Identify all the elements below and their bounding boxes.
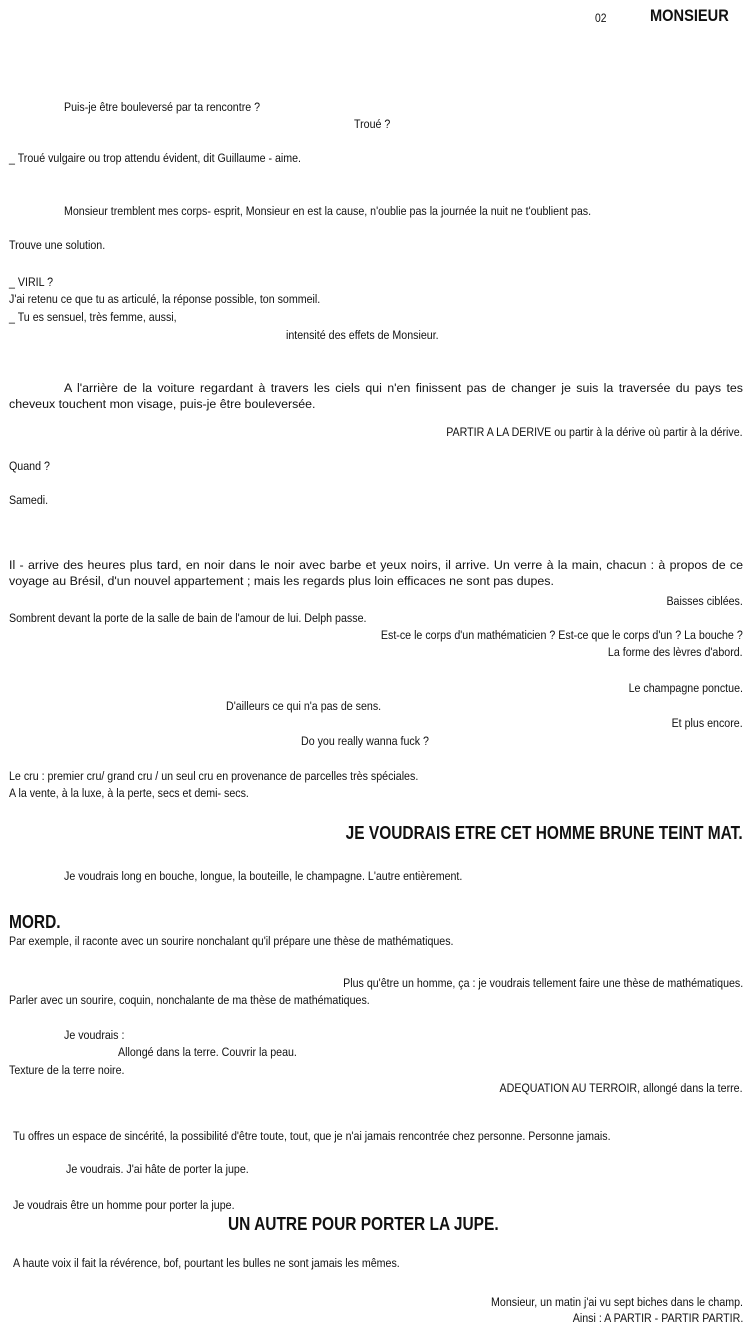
text-line: A haute voix il fait la révérence, bof, pourtant les bulles ne sont jamais les mêmes. (13, 1256, 400, 1270)
text-line: La forme des lèvres d'abord. (608, 645, 743, 659)
text-line: _ Troué vulgaire ou trop attendu évident, dit Guillaume - aime. (9, 151, 302, 165)
text-line: Je voudrais : (64, 1028, 125, 1042)
text-line: Baisses ciblées. (666, 594, 743, 608)
text-line: J'ai retenu ce que tu as articulé, la réponse possible, ton sommeil. (9, 292, 321, 306)
text-line: Parler avec un sourire, coquin, nonchalante de ma thèse de mathématiques. (9, 993, 370, 1007)
text-line: Est-ce le corps d'un mathématicien ? Est-ce que le corps d'un ? La bouche ? (381, 628, 743, 642)
text-line: Puis-je être bouleversé par ta rencontre ? (64, 100, 261, 114)
text-line: D'ailleurs ce qui n'a pas de sens. (226, 699, 382, 713)
text-line: _ Tu es sensuel, très femme, aussi, (9, 310, 177, 324)
heading: JE VOUDRAIS ETRE CET HOMME BRUNE TEINT MAT. (345, 823, 743, 843)
text-line: Tu offres un espace de sincérité, la possibilité d'être toute, tout, que je n'ai jamais rencontrée chez personne. Personne jamais. (13, 1129, 611, 1143)
text-line: Le champagne ponctue. (628, 681, 743, 695)
text-line: PARTIR A LA DERIVE ou partir à la dérive où partir à la dérive. (446, 425, 743, 439)
text-line: intensité des effets de Monsieur. (286, 328, 439, 342)
text-line: Par exemple, il raconte avec un sourire nonchalant qu'il prépare une thèse de mathématiques. (9, 934, 454, 948)
text-line: Plus qu'être un homme, ça : je voudrais tellement faire une thèse de mathématiques. (342, 976, 743, 990)
text-line: Trouve une solution. (9, 238, 106, 252)
text-line: A la vente, à la luxe, à la perte, secs et demi- secs. (9, 786, 249, 800)
text-line: Monsieur, un matin j'ai vu sept biches dans le champ. (491, 1295, 743, 1309)
text-line: Je voudrais long en bouche, longue, la bouteille, le champagne. L'autre entièrement. (64, 869, 463, 883)
text-line: Samedi. (9, 493, 49, 507)
text-line: Ainsi : A PARTIR - PARTIR PARTIR. (572, 1311, 743, 1325)
text-line: Troué ? (354, 117, 391, 131)
text-line: ADEQUATION AU TERROIR, allongé dans la terre. (499, 1081, 743, 1095)
text-line: Monsieur tremblent mes corps- esprit, Monsieur en est la cause, n'oublie pas la journée la nuit ne t'oublient pas. (64, 204, 592, 218)
text-line: Le cru : premier cru/ grand cru / un seul cru en provenance de parcelles très spéciales. (9, 769, 419, 783)
paragraph: A l'arrière de la voiture regardant à travers les ciels qui n'en finissent pas de changer je suis la traversée du pays tes cheveux touchent mon visage, puis-je être bouleversée. (9, 381, 743, 411)
text-line: _ VIRIL ? (9, 275, 54, 289)
text-line: Je voudrais. J'ai hâte de porter la jupe. (66, 1162, 249, 1176)
text-line: Do you really wanna fuck ? (301, 734, 429, 748)
text-line: Je voudrais être un homme pour porter la jupe. (13, 1198, 235, 1212)
paragraph: Il - arrive des heures plus tard, en noir dans le noir avec barbe et yeux noirs, il arrive. Un verre à la main, chacun : à propos de ce voyage au Brésil, d'un nouvel appartement ; mais les regards plus loin efficaces ne sont pas dupes. (9, 558, 743, 588)
page-number: 02 (595, 11, 607, 25)
text-line: Quand ? (9, 459, 50, 473)
text-line: Allongé dans la terre. Couvrir la peau. (118, 1045, 297, 1059)
text-line: Sombrent devant la porte de la salle de bain de l'amour de lui. Delph passe. (9, 611, 367, 625)
page-title: MONSIEUR (650, 6, 729, 25)
heading: MORD. (9, 912, 61, 932)
heading: UN AUTRE POUR PORTER LA JUPE. (228, 1214, 499, 1234)
text-line: Et plus encore. (671, 716, 743, 730)
text-line: Texture de la terre noire. (9, 1063, 125, 1077)
